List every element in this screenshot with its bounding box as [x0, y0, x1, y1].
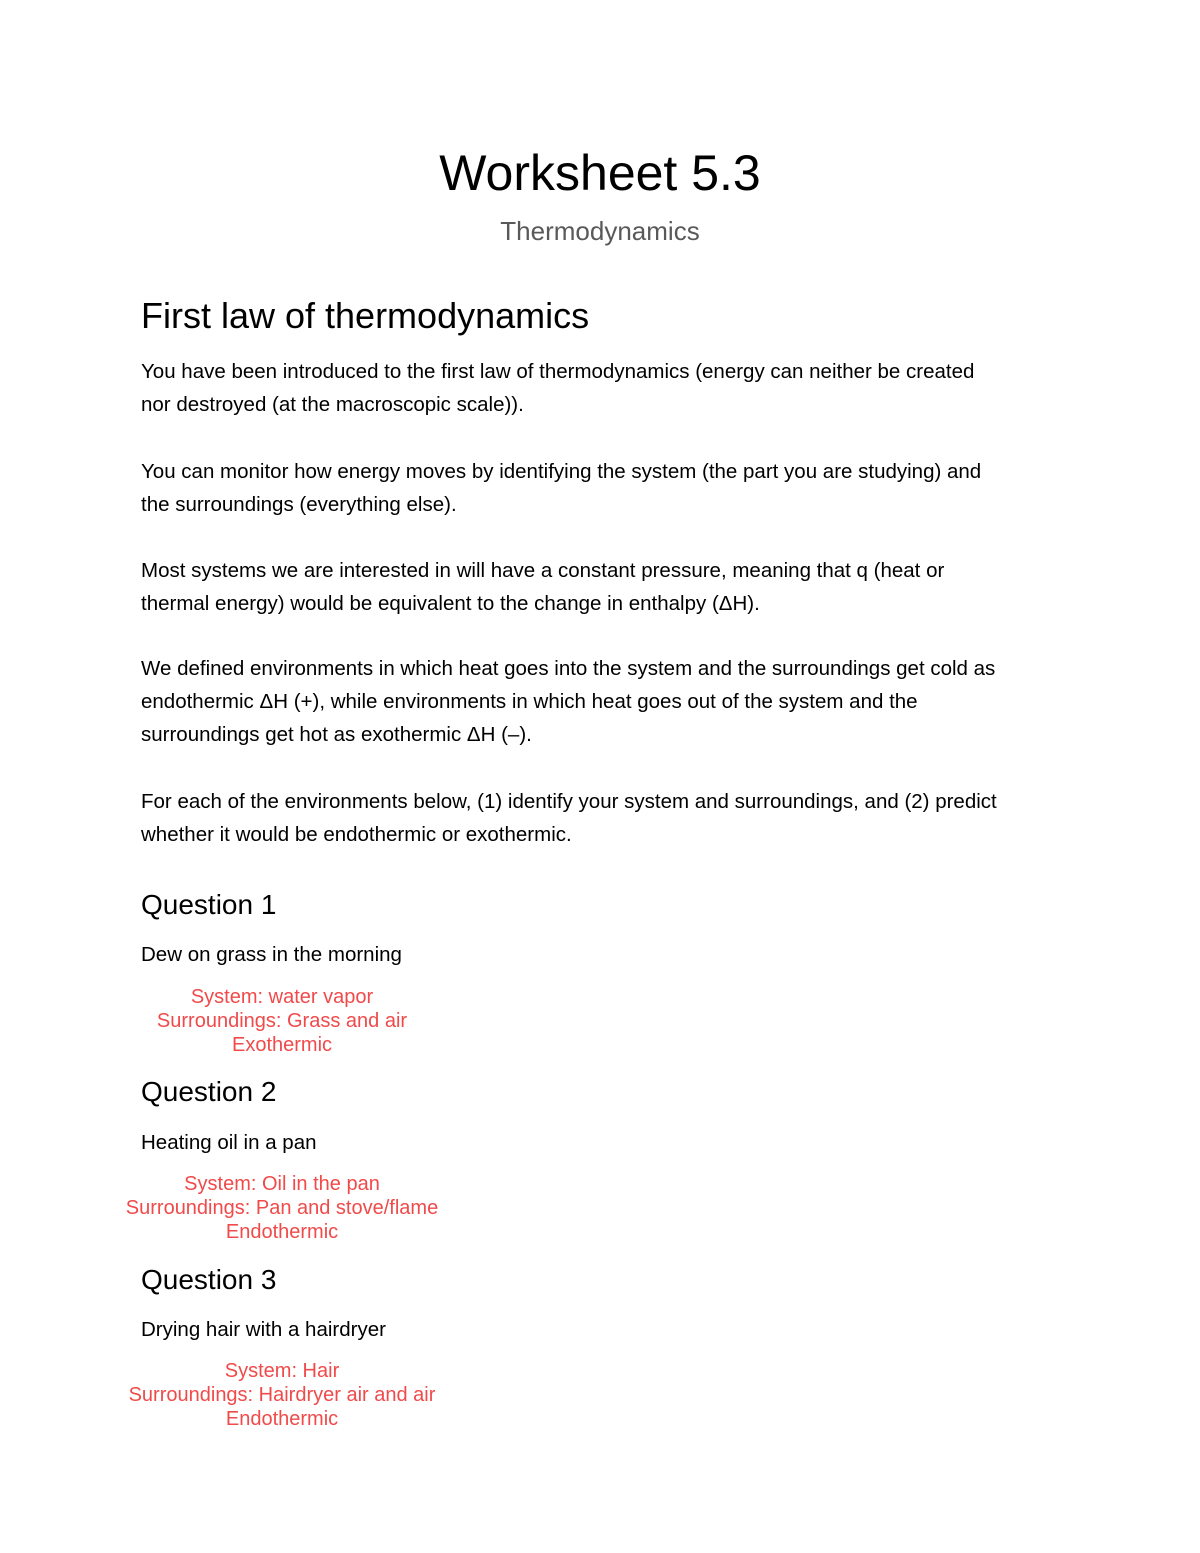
answer-type: Endothermic [225, 1221, 339, 1243]
worksheet-title: Worksheet 5.3 [439, 145, 761, 201]
question-2-answer [82, 1172, 482, 1244]
question-3-answer [82, 1359, 482, 1431]
paragraph-line: For each of the environments below, (1) identify your system and surroundings, and (2) predict [141, 790, 997, 813]
paragraph-line: nor destroyed (at the macroscopic scale)). [141, 393, 524, 416]
intro-paragraph-2 [141, 455, 1071, 521]
intro-paragraph-1 [141, 355, 1071, 421]
answer-system: System: Hair [224, 1360, 340, 1382]
paragraph-line: surroundings get hot as exothermic ΔH (–). [141, 723, 532, 746]
paragraph-line: thermal energy) would be equivalent to the change in enthalpy (ΔH). [141, 592, 760, 615]
answer-type: Exothermic [231, 1034, 333, 1056]
question-2-prompt: Heating oil in a pan [141, 1131, 317, 1154]
worksheet-subtitle: Thermodynamics [500, 216, 700, 246]
paragraph-line: We defined environments in which heat goes into the system and the surroundings get cold as [141, 657, 996, 680]
question-1-prompt: Dew on grass in the morning [141, 943, 402, 966]
intro-paragraph-5 [141, 785, 1071, 851]
question-1-heading: Question 1 [141, 889, 277, 920]
answer-surroundings: Surroundings: Pan and stove/flame [125, 1197, 439, 1219]
paragraph-line: You can monitor how energy moves by identifying the system (the part you are studying) and [141, 460, 982, 483]
answer-system: System: Oil in the pan [184, 1173, 380, 1195]
question-1-answer [82, 985, 482, 1057]
answer-system: System: water vapor [190, 986, 374, 1008]
paragraph-line: Most systems we are interested in will have a constant pressure, meaning that q (heat or [141, 559, 945, 582]
question-3-heading: Question 3 [141, 1264, 277, 1295]
answer-type: Endothermic [225, 1408, 339, 1430]
paragraph-line: endothermic ΔH (+), while environments in which heat goes out of the system and the [141, 690, 918, 713]
question-2-heading: Question 2 [141, 1076, 277, 1107]
answer-surroundings: Surroundings: Hairdryer air and air [128, 1384, 436, 1406]
paragraph-line: You have been introduced to the first law of thermodynamics (energy can neither be created [141, 360, 975, 383]
answer-surroundings: Surroundings: Grass and air [156, 1010, 408, 1032]
intro-paragraph-4 [141, 652, 1071, 751]
section-heading: First law of thermodynamics [141, 295, 590, 336]
paragraph-line: whether it would be endothermic or exothermic. [141, 823, 572, 846]
question-3-prompt: Drying hair with a hairdryer [141, 1318, 386, 1341]
intro-paragraph-3 [141, 554, 1071, 620]
paragraph-line: the surroundings (everything else). [141, 493, 457, 516]
